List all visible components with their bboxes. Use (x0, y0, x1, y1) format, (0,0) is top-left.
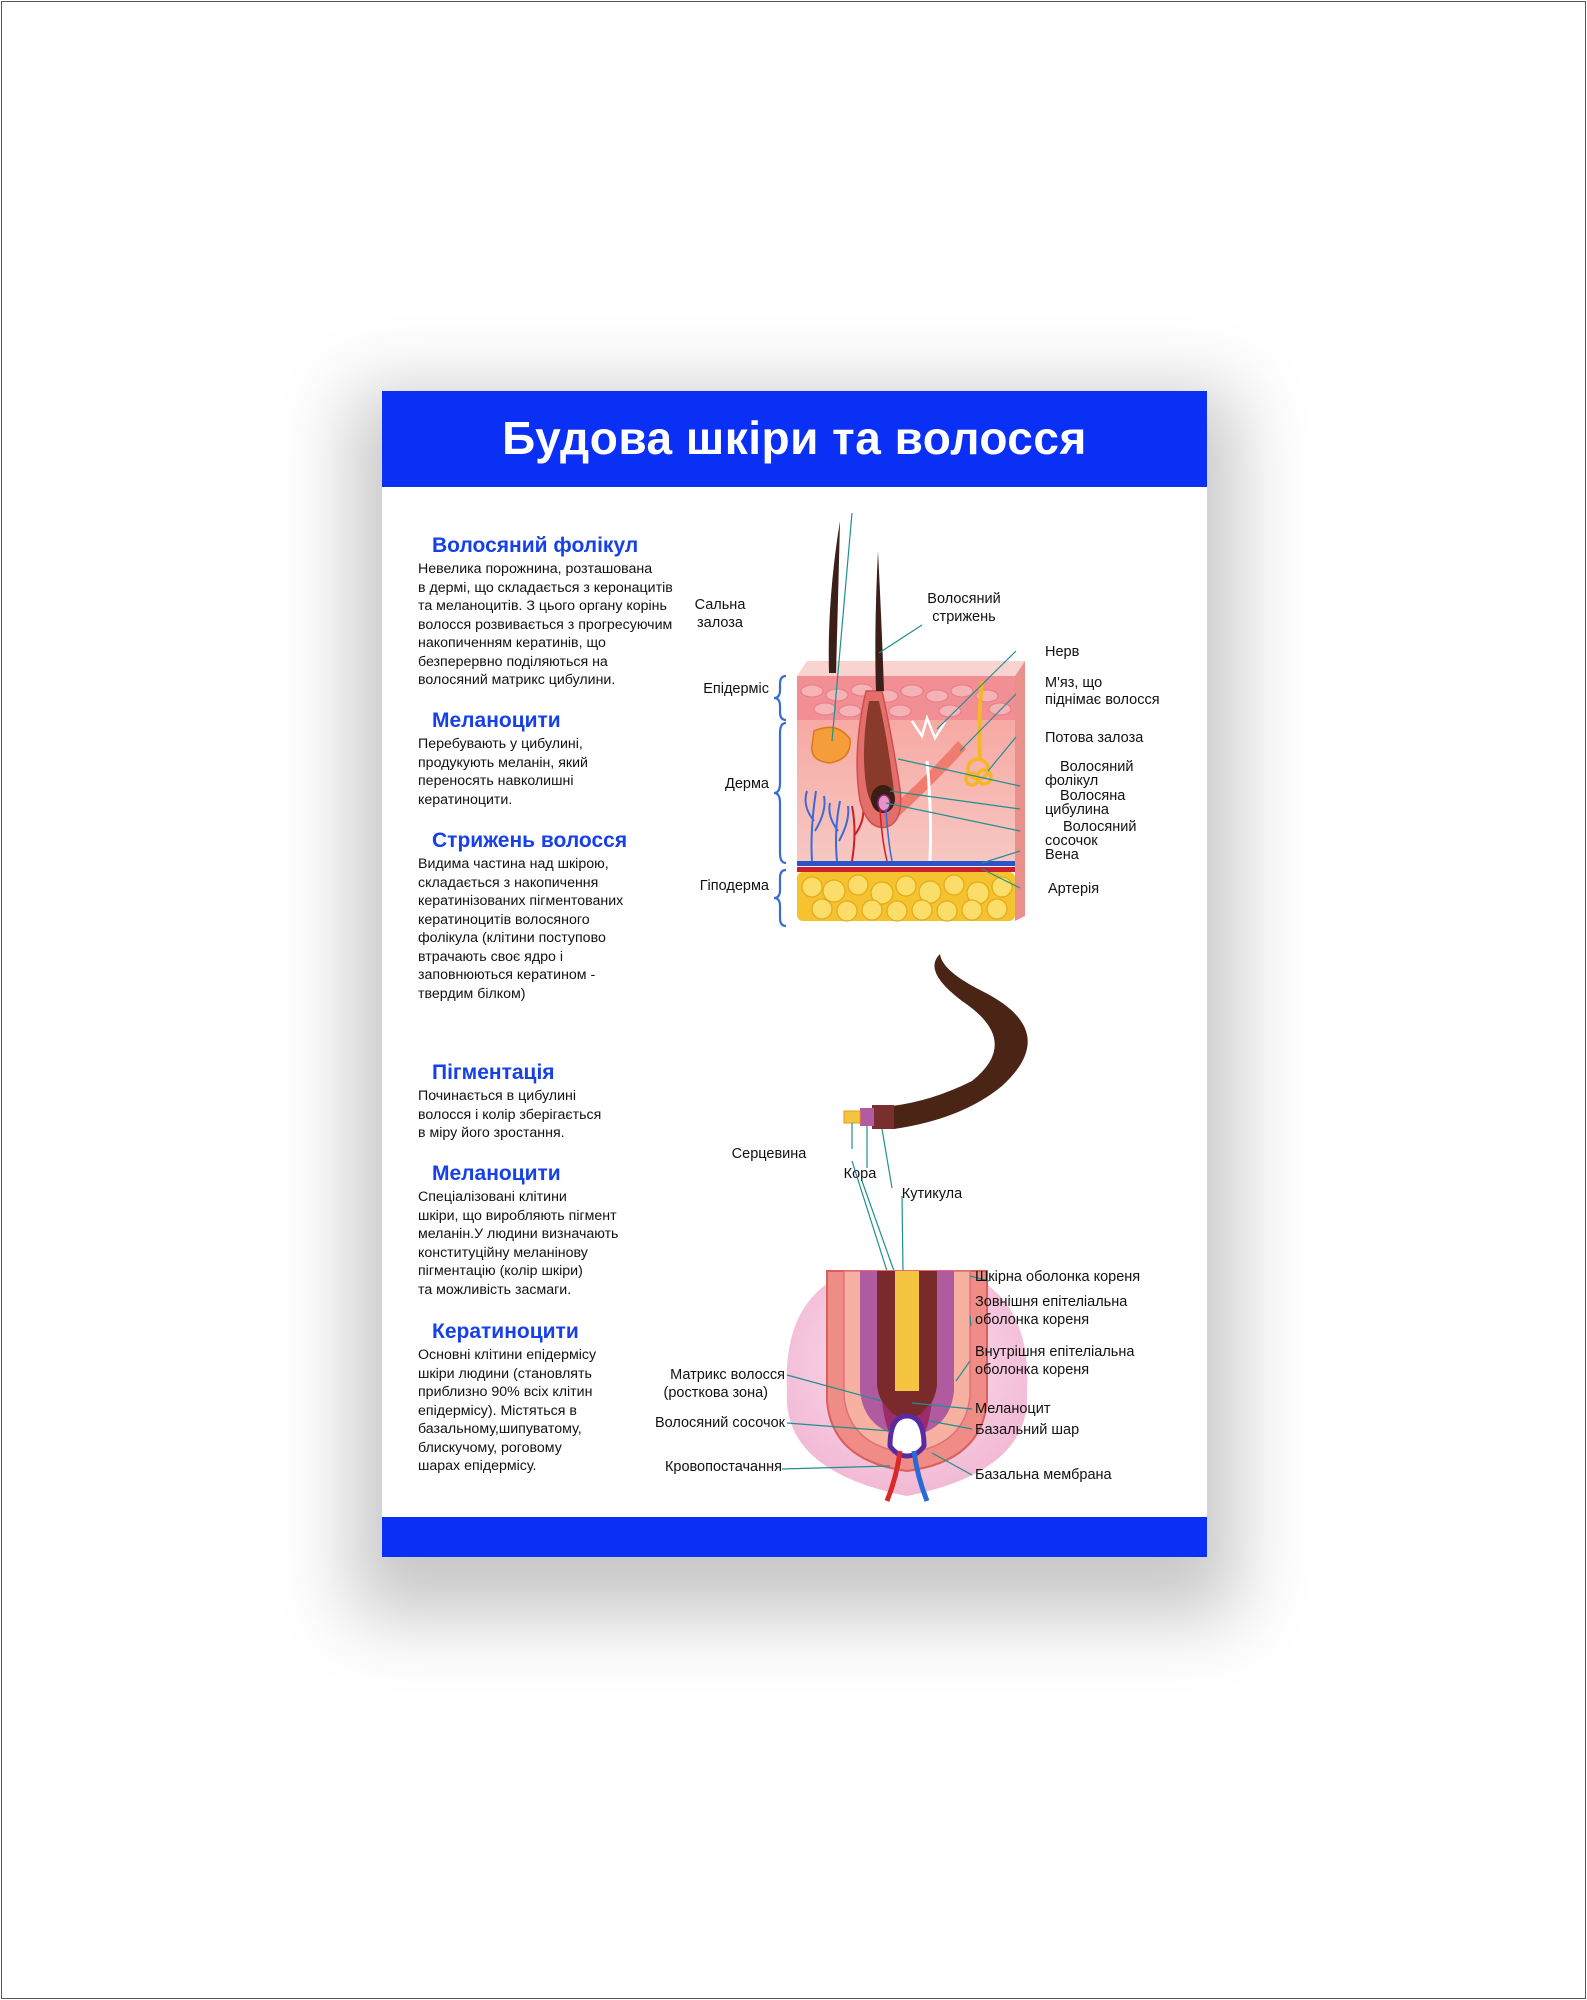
section-heading: Меланоцити (432, 709, 561, 732)
label-blood-supply: Кровопостачання (664, 1459, 782, 1475)
label-basal-layer: Базальний шар (975, 1422, 1080, 1438)
skin-block (774, 513, 1025, 926)
sebaceous-gland (812, 727, 850, 763)
label-papilla: Волосяний сосочок (654, 1415, 785, 1431)
label-muscle-2: піднімає волосся (1045, 692, 1160, 708)
hair-medulla (844, 1111, 860, 1123)
label-sebaceous-1: Сальна (694, 597, 746, 613)
label-follicle-1: Волосяний (1060, 759, 1134, 775)
label-artery: Артерія (1048, 881, 1100, 897)
label-melanocyte: Меланоцит (975, 1401, 1051, 1417)
label-outer-sheath-2: оболонка кореня (975, 1312, 1090, 1328)
label-hypodermis: Гіподерма (699, 878, 769, 894)
layer-brackets (774, 676, 786, 926)
section-heading: Меланоцити (432, 1162, 561, 1185)
label-bulb-2: цибулина (1045, 802, 1109, 818)
label-follicle-2: фолікул (1045, 773, 1099, 789)
label-epidermis: Епідерміс (703, 681, 769, 697)
anatomy-diagram (382, 391, 1207, 1557)
section-heading: Волосяний фолікул (432, 534, 639, 557)
label-outer-sheath-1: Зовнішня епітеліальна (975, 1294, 1128, 1310)
section-text: Основні клітини епідермісу шкіри людини (становлять приблизно 90% всіх клітин епідермісу). Містяться в базальному,шипуватому, блискучому, роговому шарах епідермісу. (418, 1347, 597, 1474)
label-basal-membrane: Базальна мембрана (975, 1467, 1112, 1483)
label-dermal-sheath: Шкірна оболонка кореня (975, 1269, 1141, 1285)
hair-cuticle (872, 1105, 894, 1129)
label-inner-sheath-2: оболонка кореня (975, 1362, 1090, 1378)
hair-cortex (860, 1108, 874, 1126)
label-shaft-2: стрижень (932, 609, 996, 625)
poster-title: Будова шкіри та волосся (502, 412, 1087, 464)
hair-medulla-section (895, 1271, 919, 1391)
label-matrix-2: (росткова зона) (663, 1385, 768, 1401)
label-cuticle: Кутикула (901, 1186, 963, 1202)
papilla-section (890, 1416, 924, 1456)
label-cortex: Кора (843, 1166, 877, 1182)
hair-shaft-2 (829, 521, 840, 673)
section-text: Спеціалізовані клітини шкіри, що виробляють пігмент меланін.У людини визначають конституційну меланінову пігментацію (колір шкіри) та можливість засмаги. (418, 1189, 619, 1298)
label-nerve: Нерв (1045, 644, 1080, 660)
label-shaft-1: Волосяний (927, 591, 1001, 607)
label-vein: Вена (1045, 847, 1079, 863)
label-medulla: Серцевина (731, 1146, 807, 1162)
section-text: Видима частина над шкірою, складається з накопичення кератинізованих пігментованих кератиноцитів волосяного фолікула (клітини поступово втрачають своє ядро і заповнюються кератином - твердим білком) (418, 856, 624, 1002)
label-sebaceous-2: залоза (697, 615, 743, 631)
label-papilla-2: сосочок (1045, 833, 1098, 849)
hair-strand (844, 954, 1028, 1129)
label-dermis: Дерма (725, 776, 769, 792)
hair-leader-lines (852, 1123, 903, 1271)
section-text: Перебувають у цибулині, продукують меланін, який переносять навколишні кератиноцити. (418, 736, 588, 808)
label-inner-sheath-1: Внутрішня епітеліальна (975, 1344, 1135, 1360)
section-heading: Кератиноцити (432, 1320, 579, 1343)
label-sweat-gland: Потова залоза (1045, 730, 1144, 746)
label-matrix-1: Матрикс волосся (670, 1367, 785, 1383)
label-bulb-1: Волосяна (1060, 788, 1126, 804)
section-text: Починається в цибулині волосся і колір зберігається в міру його зростання. (418, 1088, 602, 1141)
hair-shaft (875, 551, 884, 691)
section-heading: Пігментація (432, 1061, 555, 1084)
skin-side (1015, 661, 1025, 921)
label-muscle-1: М'яз, що (1045, 675, 1103, 691)
poster-footer (382, 1517, 1207, 1557)
hair-labels (732, 1146, 963, 1202)
section-text: Невелика порожнина, розташована в дермі, що складається з керонацитів та меланоцитів. З цього органу корінь волосся розвивається з прогресуючим накопиченням кератинів, що безперервно поділяються на волосяний матрикс цибулини. (418, 561, 673, 688)
section-heading: Стрижень волосся (432, 829, 628, 852)
label-papilla-1: Волосяний (1063, 819, 1137, 835)
poster (382, 391, 1207, 1557)
hair-strand-body (892, 954, 1028, 1129)
